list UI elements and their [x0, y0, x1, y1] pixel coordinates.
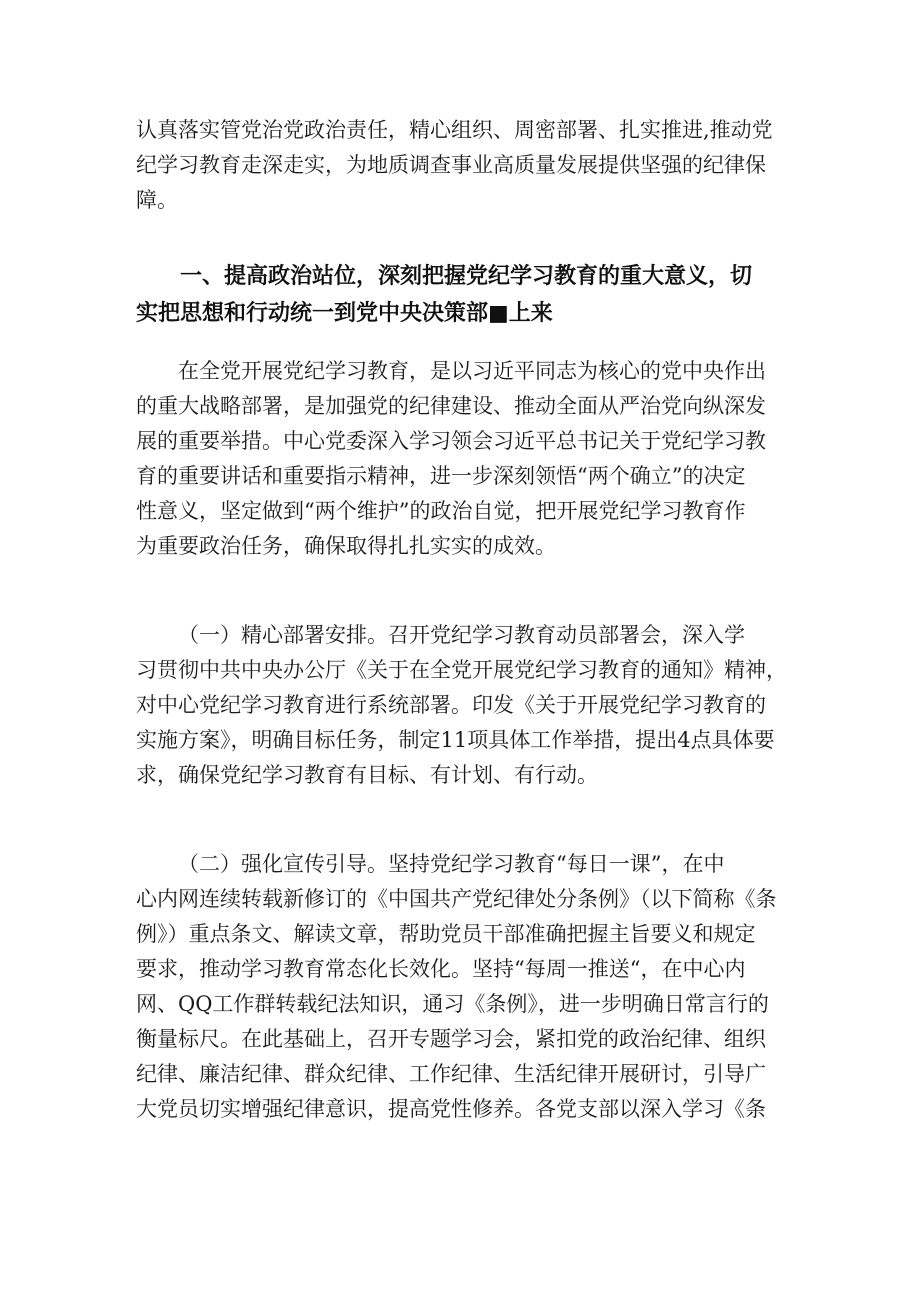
text-line: 网、QQ工作群转载纪法知识，通习《条例》，进一步明确日常言行的	[136, 992, 769, 1016]
text-line: （一）精心部署安排。召开党纪学习教育动员部署会，深入学	[178, 623, 745, 647]
text-line: 衡量标尺。在此基础上，召开专题学习会，紧扣党的政治纪律、组织	[136, 1027, 766, 1051]
text-line: 为重要政治任务，确保取得扎扎实实的成效。	[136, 534, 556, 558]
text-line: 实施方案》，明确目标任务，制定11项具体工作举措，提出4点具体要	[136, 728, 775, 752]
text-line: 在全党开展党纪学习教育，是以习近平同志为核心的党中央作出	[178, 359, 766, 383]
text-line: 障。	[136, 188, 178, 212]
heading-line: 实把思想和行动统一到党中央决策部■上来	[136, 301, 553, 326]
heading-line: 一、提高政治站位，深刻把握党纪学习教育的重大意义，切	[180, 264, 753, 289]
text-line: 要求，推动学习教育常态化长效化。坚持“每周一推送“，在中心内	[136, 957, 746, 981]
intro-paragraph	[136, 113, 796, 218]
body-paragraph	[136, 618, 796, 793]
text-line: 纪律、廉洁纪律、群众纪律、工作纪律、生活纪律开展研讨，引导广	[136, 1062, 766, 1086]
text-line: 心内网连续转载新修订的《中国共产党纪律处分条例》（以下简称《条	[136, 887, 777, 911]
text-line: （二）强化宣传引导。坚持党纪学习教育“每日一课”，在中	[178, 852, 725, 876]
text-line: 求，确保党纪学习教育有目标、有计划、有行动。	[136, 763, 598, 787]
text-line: 习贯彻中共中央办公厅《关于在全党开展党纪学习教育的通知》精神，	[136, 658, 787, 682]
text-line: 性意义，坚定做到“两个维护”的政治自觉，把开展党纪学习教育作	[136, 499, 746, 523]
text-line: 育的重要讲话和重要指示精神，进一步深刻领悟“两个确立”的决定	[136, 464, 746, 488]
text-line: 认真落实管党治党政治责任，精心组织、周密部署、扎实推进,推动党	[136, 118, 773, 142]
text-line: 的重大战略部署，是加强党的纪律建设、推动全面从严治党向纵深发	[136, 394, 766, 418]
text-line: 纪学习教育走深走实，为地质调查事业高质量发展提供坚强的纪律保	[136, 153, 766, 177]
text-line: 例》）重点条文、解读文章，帮助党员干部准确把握主旨要义和规定	[136, 922, 756, 946]
text-line: 大党员切实增强纪律意识，提高党性修养。各党支部以深入学习《条	[136, 1097, 766, 1121]
section-heading	[136, 258, 796, 332]
body-paragraph	[136, 354, 796, 564]
text-line: 对中心党纪学习教育进行系统部署。印发《关于开展党纪学习教育的	[136, 693, 766, 717]
body-paragraph	[136, 847, 796, 1127]
text-line: 展的重要举措。中心党委深入学习领会习近平总书记关于党纪学习教	[136, 429, 766, 453]
